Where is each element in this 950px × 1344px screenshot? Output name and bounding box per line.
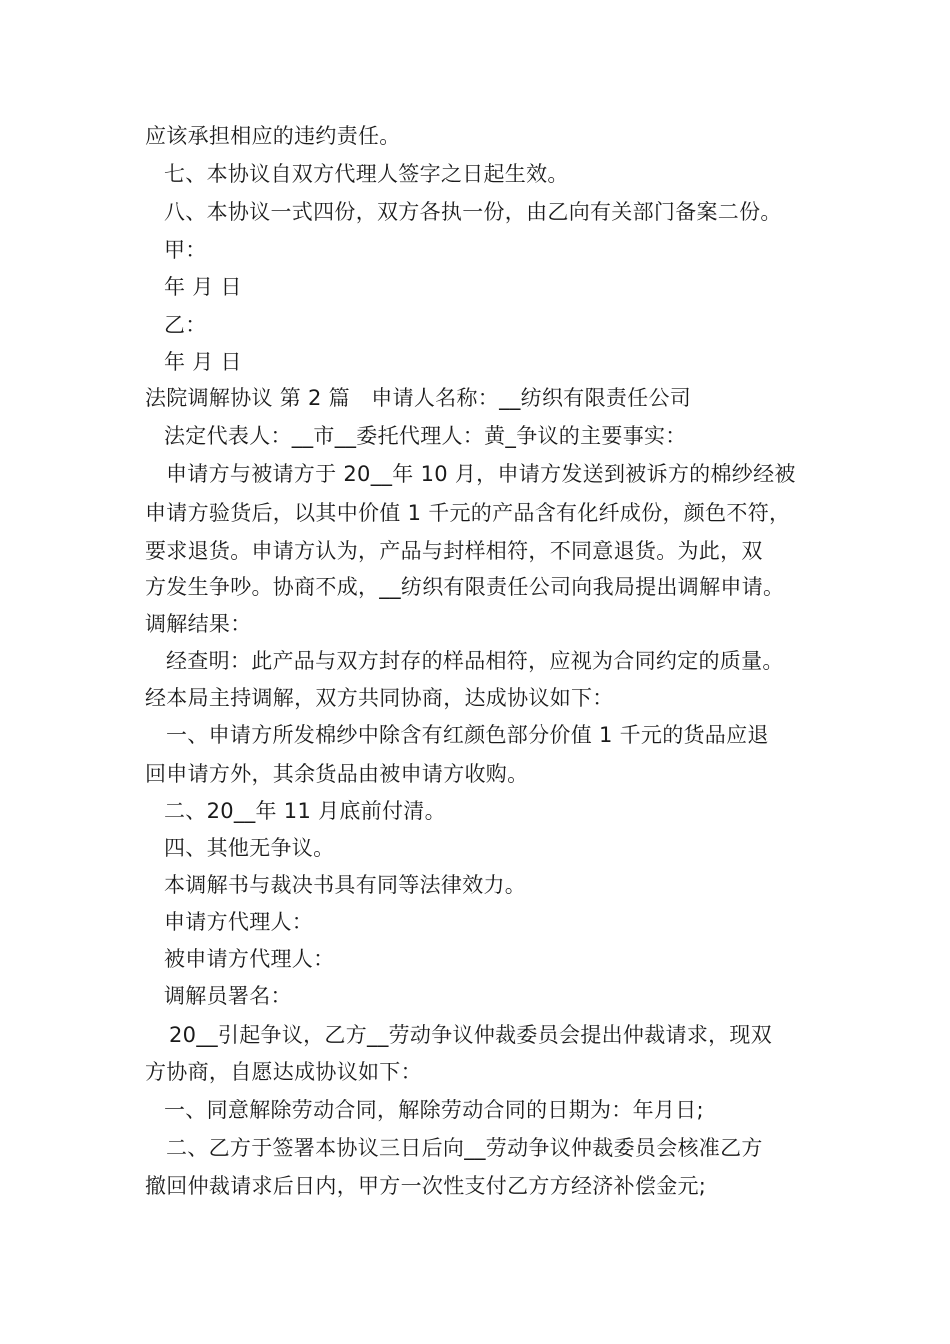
paragraph-line: 撤回仲裁请求后日内，甲方一次性支付乙方方经济补偿金元; xyxy=(145,1174,707,1198)
paragraph-line: 方发生争吵。协商不成，__纺织有限责任公司向我局提出调解申请。 xyxy=(145,575,785,599)
paragraph-line: 一、申请方所发棉纱中除含有红颜色部分价值 1 千元的货品应退 xyxy=(166,723,769,747)
paragraph-line: 经查明：此产品与双方封存的样品相符，应视为合同约定的质量。 xyxy=(166,649,784,673)
paragraph-line: 经本局主持调解，双方共同协商，达成协议如下： xyxy=(145,686,614,710)
paragraph-line: 要求退货。申请方认为，产品与封样相符，不同意退货。为此，双 xyxy=(145,539,763,563)
section-heading: 法院调解协议 第 2 篇 申请人名称：__纺织有限责任公司 xyxy=(145,386,692,410)
paragraph-line: 方协商，自愿达成协议如下： xyxy=(145,1060,422,1084)
paragraph-line: 申请方验货后，以其中价值 1 千元的产品含有化纤成份，颜色不符， xyxy=(145,501,791,525)
paragraph-line: 一、同意解除劳动合同，解除劳动合同的日期为：年月日; xyxy=(164,1098,704,1122)
paragraph-line: 二、乙方于签署本协议三日后向__劳动争议仲裁委员会核准乙方 xyxy=(166,1136,763,1160)
paragraph-line: 应该承担相应的违约责任。 xyxy=(145,124,401,148)
paragraph-line: 七、本协议自双方代理人签字之日起生效。 xyxy=(164,162,569,186)
paragraph-line: 法定代表人：__市__委托代理人：黄_争议的主要事实： xyxy=(164,424,687,448)
date-line: 年 月 日 xyxy=(164,350,242,374)
paragraph-line: 回申请方外，其余货品由被申请方收购。 xyxy=(145,762,529,786)
paragraph-line: 申请方与被请方于 20__年 10 月，申请方发送到被诉方的棉纱经被 xyxy=(166,462,796,486)
signature-line: 调解员署名： xyxy=(164,984,292,1008)
date-line: 年 月 日 xyxy=(164,275,242,299)
paragraph-line: 四、其他无争议。 xyxy=(164,836,335,860)
paragraph-line: 20__引起争议，乙方__劳动争议仲裁委员会提出仲裁请求，现双 xyxy=(169,1023,773,1047)
signature-line: 被申请方代理人： xyxy=(164,947,335,971)
paragraph-line: 调解结果： xyxy=(145,612,252,636)
signature-party-a: 甲： xyxy=(164,238,207,262)
paragraph-line: 二、20__年 11 月底前付清。 xyxy=(164,799,446,823)
signature-party-b: 乙： xyxy=(164,313,207,337)
paragraph-line: 本调解书与裁决书具有同等法律效力。 xyxy=(164,873,527,897)
signature-line: 申请方代理人： xyxy=(164,910,314,934)
paragraph-line: 八、本协议一式四份，双方各执一份，由乙向有关部门备案二份。 xyxy=(164,200,782,224)
